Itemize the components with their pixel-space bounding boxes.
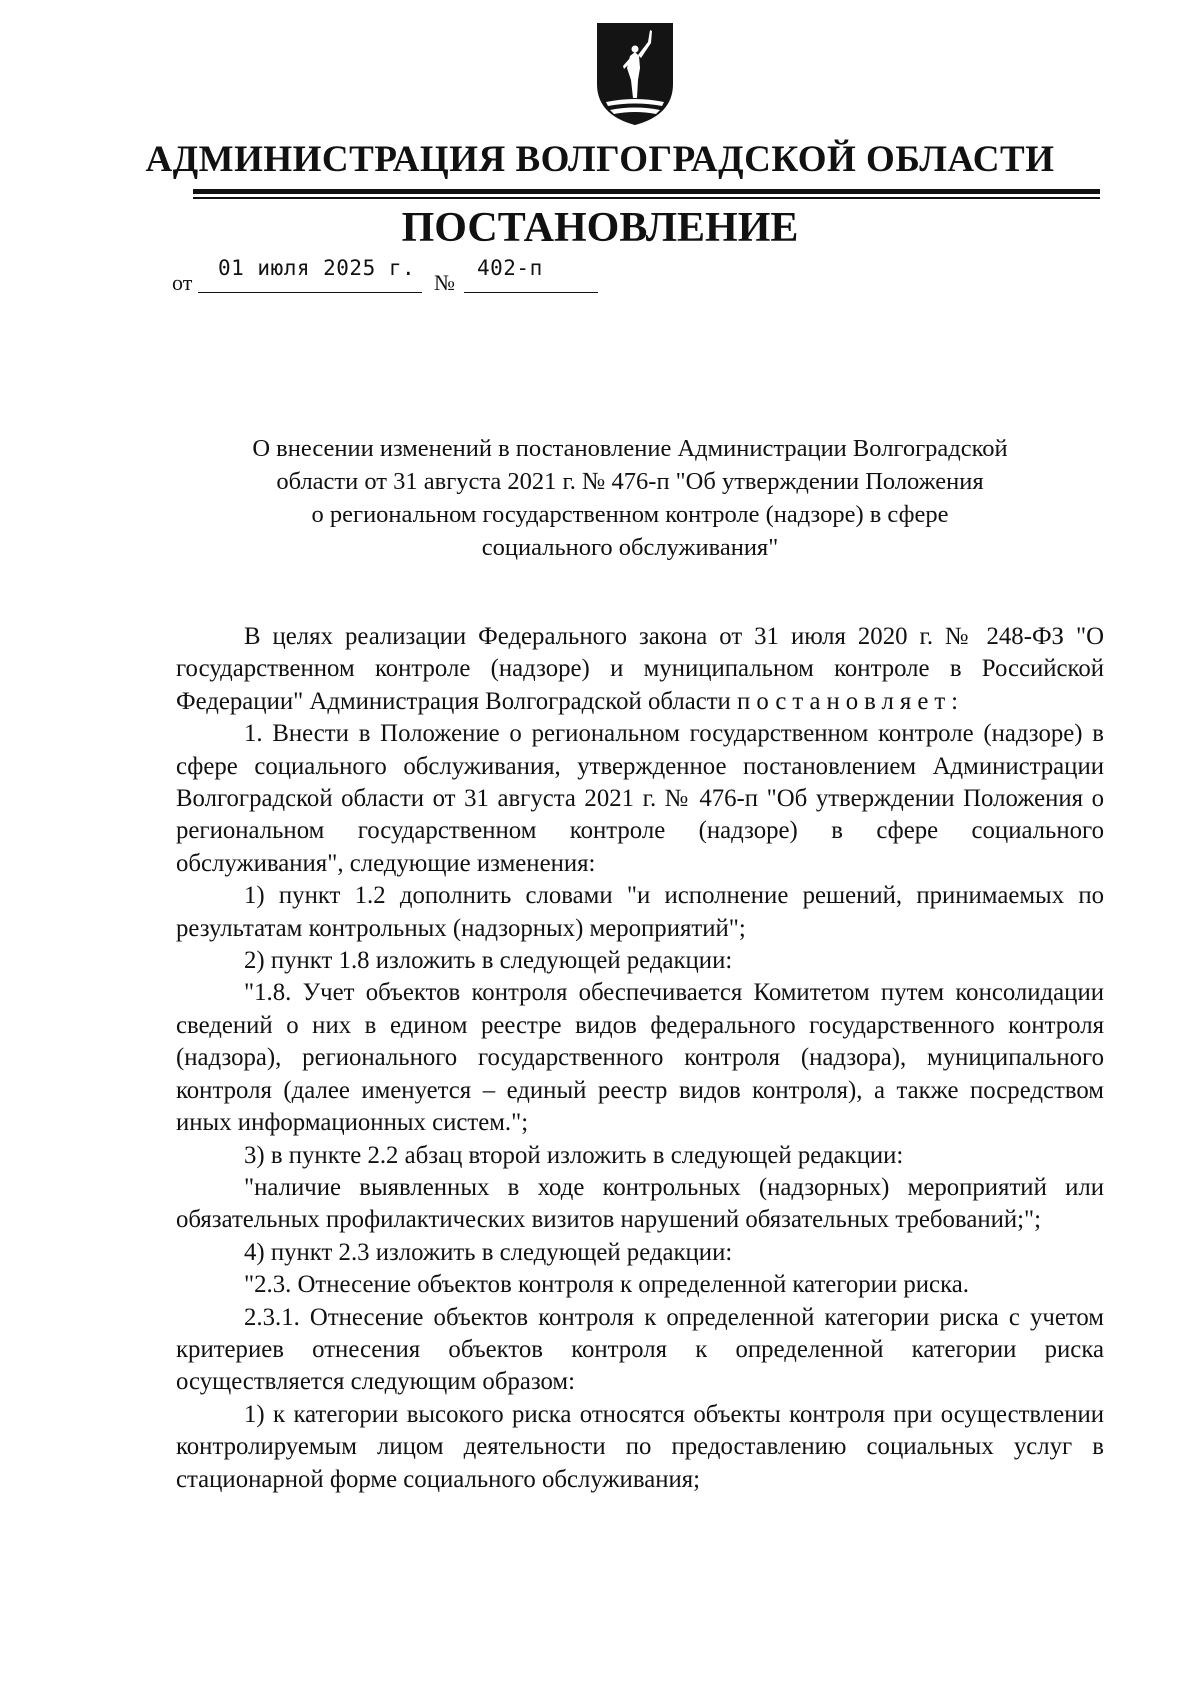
body-paragraph: 4) пункт 2.3 изложить в следующей редакции: — [244, 1238, 733, 1266]
body-paragraph: 2) пункт 1.8 изложить в следующей редакции: — [244, 947, 733, 975]
intro-text: В целях реализации Федерального закона от 31 июля 2020 г. № 248-ФЗ "О государственном контроле (надзоре) и муниципальном контроле в Российской Федерации" Администрация Волгоградской области — [176, 623, 1104, 715]
header-divider-thick — [193, 189, 1100, 194]
number-prefix: № — [434, 270, 455, 295]
date-prefix: от — [172, 270, 193, 295]
body-paragraph: "2.3. Отнесение объектов контроля к определенной категории риска. — [244, 1271, 969, 1299]
intro-resolves: постановляет: — [737, 687, 965, 715]
header-divider-thin — [193, 197, 1100, 199]
body-paragraph: 1. Внести в Положение о региональном государственном контроле (надзоре) в сфере социального обслуживания, утвержденное постановлением Администрации Волгоградской области от 31 августа 2021 г. № 476-п "Об утверждении Положения о региональном государственном контроле (надзоре) в сфере социального обслуживания", следующие изменения: — [176, 720, 1104, 877]
number-value: 402-п — [477, 256, 543, 280]
subject-line: о региональном государственном контроле (надзоре) в сфере — [311, 501, 949, 528]
subject-line: области от 31 августа 2021 г. № 476-п "Об утверждении Положения — [276, 468, 984, 495]
document-type-title: ПОСТАНОВЛЕНИЕ — [401, 205, 799, 251]
body-paragraph: "наличие выявленных в ходе контрольных (надзорных) мероприятий или обязательных профилактических визитов нарушений обязательных требований;"; — [176, 1173, 1104, 1234]
number-underline — [464, 292, 598, 293]
body-paragraph: "1.8. Учет объектов контроля обеспечивается Комитетом путем консолидации сведений о них в едином реестре видов федерального государственного контроля (надзора), регионального государственного контроля (надзора), муниципального контроля (далее именуется – единый реестр видов контроля), а также посредством иных информационных систем."; — [176, 979, 1104, 1137]
document-body — [176, 621, 1104, 1496]
subject-line: О внесении изменений в постановление Администрации Волгоградской — [252, 435, 1008, 462]
body-paragraph: 3) в пункте 2.2 абзац второй изложить в следующей редакции: — [244, 1141, 904, 1169]
volgograd-region-emblem-icon — [596, 22, 674, 126]
intro-paragraph — [176, 621, 1104, 718]
date-value: 01 июля 2025 г. — [218, 256, 416, 280]
subject-line: социального обслуживания" — [481, 534, 779, 561]
organization-title: АДМИНИСТРАЦИЯ ВОЛГОГРАДСКОЙ ОБЛАСТИ — [145, 139, 1055, 180]
document-subject — [170, 432, 1090, 564]
date-number-row — [172, 256, 632, 296]
body-paragraph: 1) к категории высокого риска относятся объекты контроля при осуществлении контролируемым лицом деятельности по предоставлению социальных услуг в стационарной форме социального обслуживания; — [176, 1400, 1104, 1493]
date-underline — [198, 292, 422, 293]
body-paragraph: 2.3.1. Отнесение объектов контроля к определенной категории риска с учетом критериев отнесения объектов контроля к определенной категории риска осуществляется следующим образом: — [176, 1303, 1104, 1396]
body-paragraph: 1) пункт 1.2 дополнить словами "и исполнение решений, принимаемых по результатам контрольных (надзорных) мероприятий"; — [176, 882, 1104, 942]
